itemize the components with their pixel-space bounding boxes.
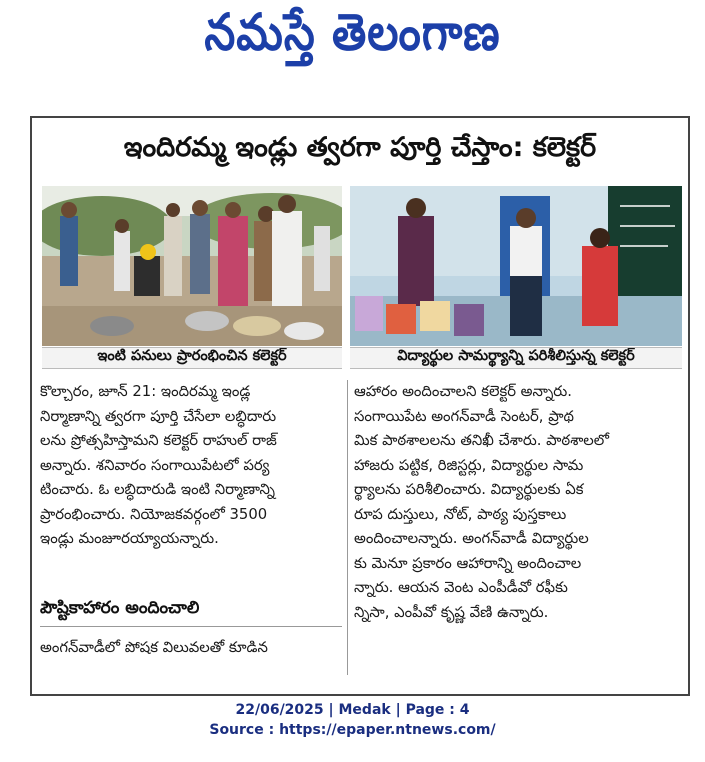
body-line: ర్థ్యాలను పరిశీలించారు. విద్యార్థులకు ఏక bbox=[354, 481, 584, 498]
photo-collector-construction bbox=[42, 186, 342, 346]
footer-date-edition: 22/06/2025 | Medak | Page : 4 bbox=[235, 702, 470, 718]
body-line: లను ప్రోత్సహిస్తామని కలెక్టర్ రాహుల్ రాజ్ bbox=[40, 432, 277, 449]
body-line: నిర్మాణాన్ని త్వరగా పూర్తి చేసేలా లబ్ధిదారు bbox=[40, 407, 277, 425]
clipped-header-fragment bbox=[30, 92, 690, 106]
body-line: ఆహారం అందించాలని కలెక్టర్ అన్నారు. bbox=[354, 383, 572, 400]
body-line: న్నిసా, ఎంపీవో కృష్ణ వేణి ఉన్నారు. bbox=[354, 603, 549, 621]
body-line: అన్నారు. శనివారం సంగాయిపేటలో పర్య bbox=[40, 456, 270, 474]
body-line: రూప దుస్తులు, నోట్, పాఠ్య పుస్తకాలు bbox=[354, 505, 567, 523]
subheading-divider bbox=[40, 626, 342, 627]
body-line: కు మెనూ ప్రకారం ఆహారాన్ని అందించాల bbox=[354, 554, 582, 572]
body-line: సంగాయిపేట అంగన్‌వాడీ సెంటర్, ప్రాథ bbox=[354, 407, 574, 425]
newspaper-title: నమస్తే తెలంగాణ bbox=[204, 3, 501, 62]
body-line: టించారు. ఓ లబ్ధిదారుడి ఇంటి నిర్మాణాన్ని bbox=[40, 481, 275, 498]
body-line: మిక పాఠశాలలను తనిఖీ చేశారు. పాఠశాలలో bbox=[354, 432, 609, 449]
body-line: అందించాలన్నారు. అంగన్‌వాడీ విద్యార్థుల bbox=[354, 530, 589, 547]
body-line: న్నారు. ఆయన వెంట ఎంపీడీవో రఫీకు bbox=[354, 579, 568, 596]
left-column-tail bbox=[40, 636, 342, 661]
masthead bbox=[0, 4, 705, 74]
body-line: అంగన్‌వాడీలో పోషక విలువలతో కూడిన bbox=[40, 639, 268, 656]
left-column-body bbox=[40, 380, 342, 552]
body-line: ఇండ్లు మంజూరయ్యాయన్నారు. bbox=[40, 530, 219, 547]
classroom-photo bbox=[350, 186, 682, 346]
column-divider bbox=[347, 380, 348, 675]
photo-right-caption: విద్యార్థుల సామర్థ్యాన్ని పరిశీలిస్తున్న కలెక్టర్ bbox=[350, 347, 682, 369]
body-line: హాజరు పట్టిక, రిజిస్టర్లు, విద్యార్థుల సామ bbox=[354, 456, 584, 474]
article-subheading: పౌష్టికాహారం అందించాలి bbox=[40, 598, 200, 618]
body-line: కొల్చారం, జూన్ 21: ఇందిరమ్మ ఇండ్ల bbox=[40, 383, 251, 400]
photo-left-caption: ఇంటి పనులు ప్రారంభించిన కలెక్టర్ bbox=[42, 347, 342, 369]
article-headline: ఇందిరమ్మ ఇండ్లు త్వరగా పూర్తి చేస్తాం: కలెక్టర్ bbox=[123, 132, 597, 163]
footer-source: Source : https://epaper.ntnews.com/ bbox=[209, 722, 496, 738]
construction-site-photo bbox=[42, 186, 342, 346]
right-column-body bbox=[354, 380, 682, 625]
article-clipping bbox=[30, 116, 690, 696]
photo-collector-classroom bbox=[350, 186, 682, 346]
body-line: ప్రారంభించారు. నియోజకవర్గంలో 3500 bbox=[40, 505, 268, 523]
